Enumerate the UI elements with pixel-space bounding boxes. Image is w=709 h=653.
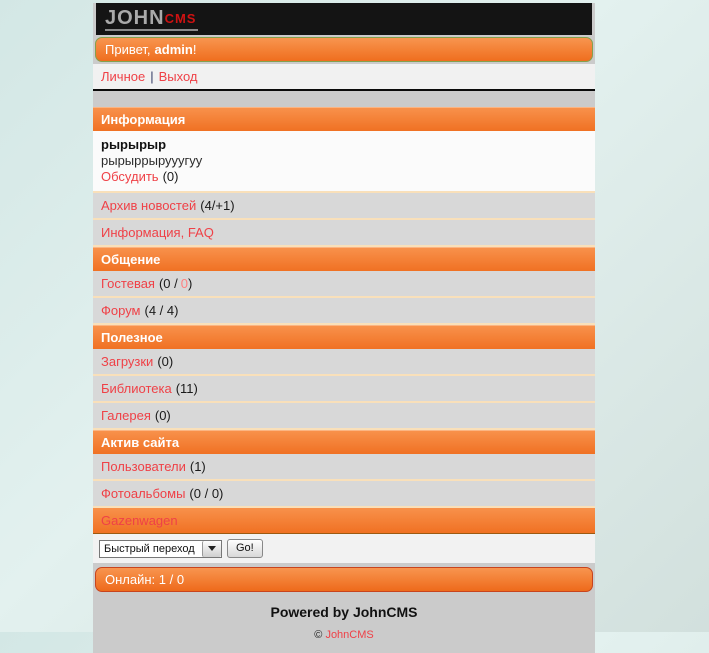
library-count: (11): [175, 381, 198, 396]
faq-link[interactable]: Информация, FAQ: [101, 225, 214, 240]
quick-nav-bar: [93, 534, 595, 563]
spacer: [93, 91, 595, 107]
photoalbums-link[interactable]: Фотоальбомы: [101, 486, 186, 501]
online-status-bar: Онлайн: 1 / 0: [95, 567, 593, 592]
guestbook-count-new: 0: [180, 276, 188, 291]
menu-item-downloads: [93, 349, 595, 376]
guestbook-count-total: (0 /: [158, 276, 178, 291]
menu-item-guestbook: [93, 271, 595, 298]
nav-separator: |: [150, 69, 154, 84]
photoalbums-count: (0 / 0): [189, 486, 224, 501]
greeting-suffix: !: [192, 42, 197, 57]
menu-item-users: [93, 454, 595, 481]
guestbook-link[interactable]: Гостевая: [101, 276, 155, 291]
page-footer: [93, 596, 595, 651]
user-nav: [93, 64, 595, 91]
news-discuss-row: [101, 169, 587, 184]
discuss-link[interactable]: Обсудить: [101, 169, 159, 184]
discuss-count: (0): [162, 169, 179, 184]
news-title: рырырыр: [101, 137, 167, 152]
news-box: [93, 131, 595, 193]
johncms-logo: [105, 8, 198, 31]
powered-by-text: Powered by JohnCMS: [270, 604, 418, 620]
quick-nav-select[interactable]: [99, 540, 222, 558]
news-archive-count: (4/+1): [200, 198, 235, 213]
greeting-username: admin: [154, 42, 193, 57]
gallery-link[interactable]: Галерея: [101, 408, 151, 423]
quick-nav-select-wrap: [99, 540, 222, 558]
news-archive-link[interactable]: Архив новостей: [101, 198, 197, 213]
greeting-bar: [95, 37, 593, 62]
gazenwagen-link[interactable]: Gazenwagen: [101, 513, 178, 528]
copyright-symbol: ©: [314, 629, 323, 641]
section-header-site-active: Актив сайта: [93, 430, 595, 454]
users-count: (1): [189, 459, 206, 474]
menu-item-faq: [93, 220, 595, 247]
news-body: рырыррырууугуу: [101, 153, 203, 168]
copyright-link[interactable]: JohnCMS: [325, 629, 374, 641]
logout-link[interactable]: Выход: [158, 69, 198, 84]
users-link[interactable]: Пользователи: [101, 459, 186, 474]
menu-item-photoalbums: [93, 481, 595, 508]
greeting-prefix: Привет,: [105, 42, 151, 57]
section-header-communication: Общение: [93, 247, 595, 271]
site-header: [96, 3, 592, 35]
forum-count: (4 / 4): [144, 303, 179, 318]
downloads-link[interactable]: Загрузки: [101, 354, 154, 369]
menu-item-library: [93, 376, 595, 403]
copyright-row: [93, 629, 595, 641]
menu-item-gazenwagen: [93, 508, 595, 534]
section-header-info: Информация: [93, 107, 595, 131]
forum-link[interactable]: Форум: [101, 303, 141, 318]
downloads-count: (0): [157, 354, 174, 369]
go-button[interactable]: Go!: [227, 539, 263, 558]
guestbook-count-close: ): [188, 276, 193, 291]
section-header-useful: Полезное: [93, 325, 595, 349]
personal-link[interactable]: Личное: [101, 69, 146, 84]
johncms-page: [93, 3, 595, 653]
library-link[interactable]: Библиотека: [101, 381, 172, 396]
menu-item-gallery: [93, 403, 595, 430]
menu-item-news-archive: [93, 193, 595, 220]
logo-text-john: JOHN: [105, 6, 165, 29]
logo-text-cms: CMS: [164, 10, 197, 26]
menu-item-forum: [93, 298, 595, 325]
gallery-count: (0): [154, 408, 171, 423]
